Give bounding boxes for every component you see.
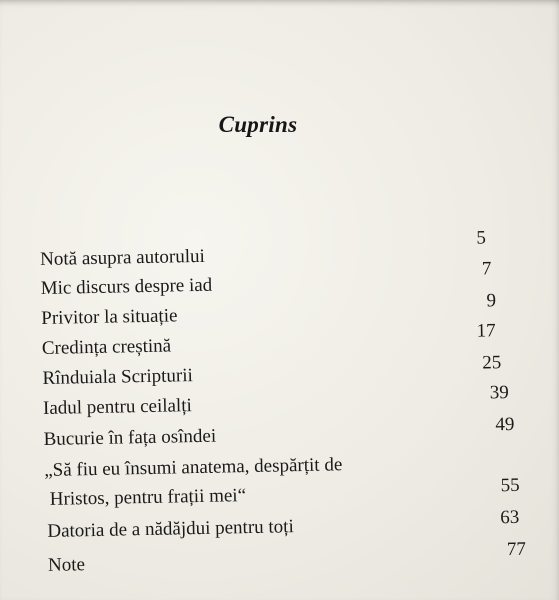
toc-entry-title: Bucurie în fața osîndei	[43, 425, 217, 450]
toc-entry-page: 7	[481, 258, 492, 280]
toc-entry-page: 9	[486, 290, 497, 312]
toc-entry-page: 39	[489, 382, 510, 404]
toc-entry-title: Credința creștină	[41, 335, 172, 359]
toc-entry-page: 49	[495, 413, 515, 436]
toc-entry-page: 55	[500, 474, 520, 497]
toc-entry-page: 5	[476, 227, 487, 249]
toc-entry-title: Iadul pentru ceilalți	[42, 395, 192, 419]
toc-entry-page: 77	[506, 538, 527, 561]
toc-entry-title: Privitor la situație	[41, 305, 178, 329]
toc-entry-title: Notă asupra autorului	[39, 245, 205, 270]
toc-entry-title: Rînduiala Scripturii	[42, 365, 194, 389]
toc-entry-page: 63	[500, 506, 520, 529]
toc-entry-title: Note	[47, 554, 86, 576]
toc-entry-title: „Să fiu eu însumi anatema, despărțit de	[44, 454, 343, 481]
page-title: Cuprins	[218, 112, 298, 137]
toc-entry-title: Datoria de a nădăjdui pentru toți	[47, 516, 294, 542]
toc-entry-page: 25	[482, 352, 502, 374]
toc-entry-page: 17	[476, 320, 496, 342]
toc-entry-title: Hristos, pentru frații mei“	[49, 485, 247, 510]
toc-entry-title: Mic discurs despre iad	[40, 274, 213, 299]
